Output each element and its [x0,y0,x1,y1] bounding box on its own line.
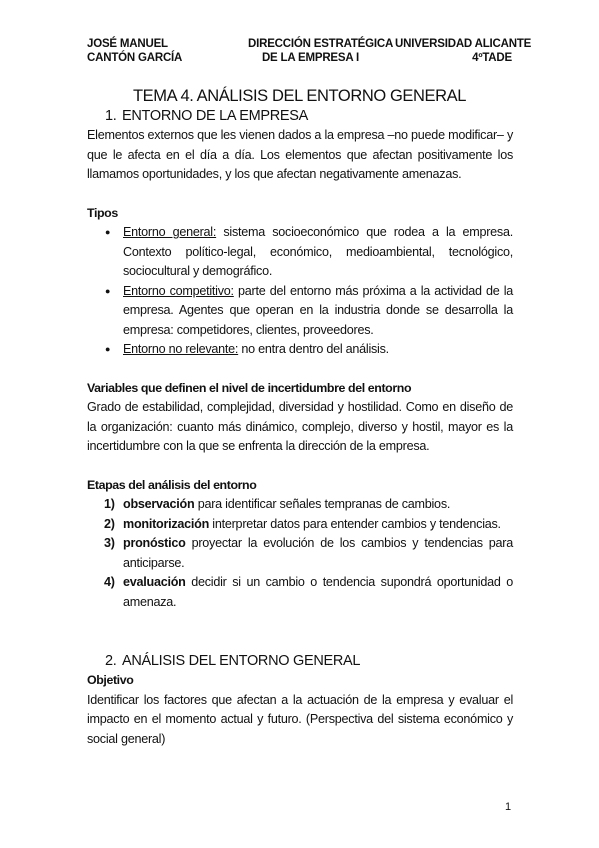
etapas-item-number: 3) [104,536,115,550]
etapas-item [104,534,513,573]
tipos-item-text: sistema socioeconómico que rodea a la empresa. Contexto político-legal, económico, medioambiental, tecnológico, sociocultural y demográfico. [123,225,513,278]
header-author [87,37,182,65]
header-school-line1: UNIVERSIDAD ALICANTE [395,38,532,50]
tipos-item-term: Entorno general: [123,225,217,239]
tipos-item-text: parte del entorno más próxima a la actividad de la empresa. Agentes que operan en la industria donde se desarrolla la empresa: competidores, clientes, proveedores. [123,283,513,337]
objetivo-heading: Objetivo [87,673,134,687]
tipos-item-term: Entorno no relevante: [123,342,239,356]
etapas-heading: Etapas del análisis del entorno [87,477,257,492]
tipos-heading: Tipos [87,205,118,220]
tipos-list [87,223,513,360]
variables-heading: Variables que definen el nivel de incertidumbre del entorno [87,380,412,395]
etapas-item-term: observación [123,497,195,511]
section2-heading [105,652,513,671]
header-course-line1: DIRECCIÓN ESTRATÉGICA [248,38,394,50]
section2-title: ANÁLISIS DEL ENTORNO GENERAL [122,653,361,669]
header-school-line2: 4ºTADE [472,52,512,64]
etapas-list [87,495,513,612]
etapas-item [104,573,513,612]
tipos-item-term: Entorno competitivo: [123,283,234,298]
etapas-item-term: monitorización [123,516,210,531]
section1-title: ENTORNO DE LA EMPRESA [122,108,309,124]
header-school [395,37,532,65]
header-author-line2: CANTÓN GARCÍA [87,52,183,64]
tipos-item [123,282,513,341]
section2-number: 2. [105,653,117,669]
tipos-item-text: no entra dentro del análisis. [238,342,389,356]
header-course [248,37,394,65]
etapas-item [104,515,513,535]
etapas-item-text: para identificar señales tempranas de cambios. [194,497,451,511]
section1-number: 1. [105,108,117,124]
etapas-item-number: 1) [104,497,115,511]
section1-heading [105,107,513,126]
etapas-item-text: decidir si un cambio o tendencia supondrá oportunidad o amenaza. [123,575,513,609]
objetivo-text: Identificar los factores que afectan a la actuación de la empresa y evaluar el impacto en el momento actual y futuro. (Perspectiva del sistema económico y social general) [87,692,513,746]
etapas-item-number: 4) [104,575,115,589]
header-course-line2: DE LA EMPRESA I [261,52,360,64]
variables-text: Grado de estabilidad, complejidad, diversidad y hostilidad. Como en diseño de la organización: cuanto más dinámico, complejo, diverso y hostil, mayor es la incertidumbre con la que se enfrenta la dirección de la empresa. [87,400,513,453]
etapas-item-term: pronóstico [123,536,186,550]
etapas-item [104,495,513,515]
section1-intro: Elementos externos que les vienen dados a la empresa –no puede modificar– y que le afecta en el día a día. Los elementos que afectan positivamente los llamamos oportunidades, y los que afectan negativamente amenazas. [87,128,513,181]
header-author-line1: JOSÉ MANUEL [87,38,168,50]
document-body [87,107,513,749]
etapas-item-text: interpretar datos para entender cambios y tendencias. [209,516,501,531]
etapas-item-number: 2) [104,516,115,531]
document-title: TEMA 4. ANÁLISIS DEL ENTORNO GENERAL [132,87,467,105]
etapas-item-term: evaluación [123,575,186,589]
tipos-item [123,340,513,360]
etapas-item-text: proyectar la evolución de los cambios y tendencias para anticiparse. [123,536,513,570]
page-number: 1 [505,801,512,813]
tipos-item [123,223,513,282]
